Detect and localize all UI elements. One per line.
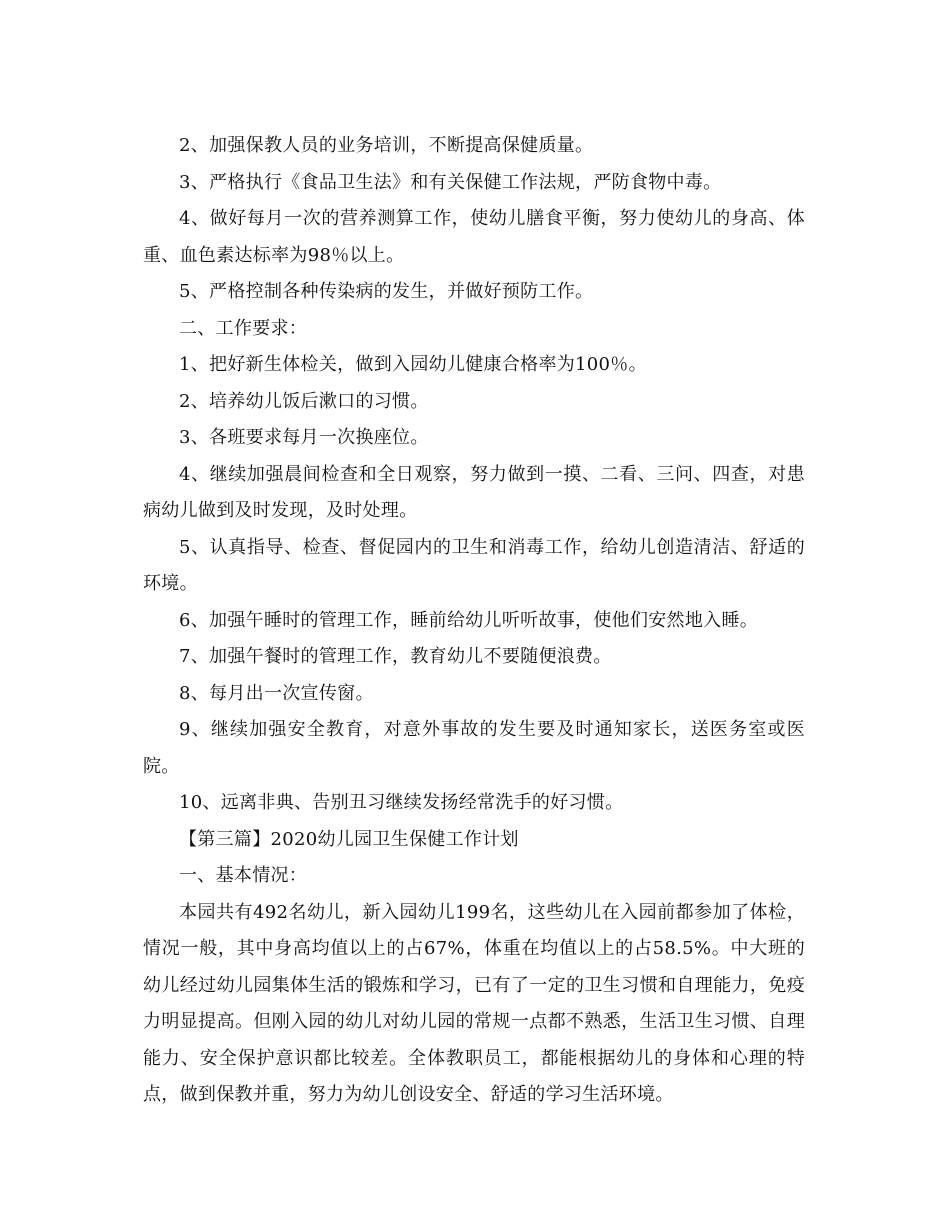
- requirement-item-7: 7、加强午餐时的管理工作，教育幼儿不要随便浪费。: [179, 646, 612, 667]
- requirement-item-6: 6、加强午睡时的管理工作，睡前给幼儿听听故事，使他们安然地入睡。: [179, 609, 759, 631]
- requirement-item-5: 5、认真指导、检查、督促园内的卫生和消毒工作，给幼儿创造清洁、舒适的环境。: [143, 536, 805, 594]
- requirement-item-10: 10、远离非典、告别丑习继续发扬经常洗手的好习惯。: [179, 792, 624, 813]
- article-title-third: 【第三篇】2020幼儿园卫生保健工作计划: [179, 828, 519, 850]
- section-heading-requirements: 二、工作要求：: [179, 317, 308, 339]
- basic-info-paragraph: 本园共有492名幼儿，新入园幼儿199名，这些幼儿在入园前都参加了体检，情况一般，其中身高均值以上的占67%，体重在均值以上的占58.5%。中大班的幼儿经过幼儿园集体生活的锻炼和学习，已有了一定的卫生习惯和自理能力，免疫力明显提高。但刚入园的幼儿对幼儿园的常规一点都不熟悉，生活卫生习惯、自理能力、安全保护意识都比较差。全体教职员工，都能根据幼儿的身体和心理的特点，做到保教并重，努力为幼儿创设安全、舒适的学习生活环境。: [143, 901, 805, 1105]
- requirement-item-8: 8、每月出一次宣传窗。: [179, 682, 374, 704]
- requirement-item-3: 3、各班要求每月一次换座位。: [179, 427, 429, 448]
- paragraph-item-4: 4、做好每月一次的营养测算工作，使幼儿膳食平衡，努力使幼儿的身高、体重、血色素达标率为98％以上。: [143, 208, 805, 266]
- requirement-item-9: 9、继续加强安全教育，对意外事故的发生要及时通知家长，送医务室或医院。: [143, 719, 805, 777]
- requirement-item-2: 2、培养幼儿饭后漱口的习惯。: [179, 390, 429, 412]
- requirement-item-1: 1、把好新生体检关，做到入园幼儿健康合格率为100％。: [179, 354, 647, 375]
- section-heading-basic-info: 一、基本情况：: [179, 865, 308, 886]
- requirement-item-4: 4、继续加强晨间检查和全日观察，努力做到一摸、二看、三问、四查，对患病幼儿做到及时发现，及时处理。: [143, 463, 805, 521]
- paragraph-item-3: 3、严格执行《食品卫生法》和有关保健工作法规，严防食物中毒。: [179, 171, 722, 193]
- paragraph-item-2: 2、加强保教人员的业务培训，不断提高保健质量。: [179, 135, 594, 156]
- document-body: [143, 128, 805, 1114]
- paragraph-item-5: 5、严格控制各种传染病的发生，并做好预防工作。: [179, 281, 594, 302]
